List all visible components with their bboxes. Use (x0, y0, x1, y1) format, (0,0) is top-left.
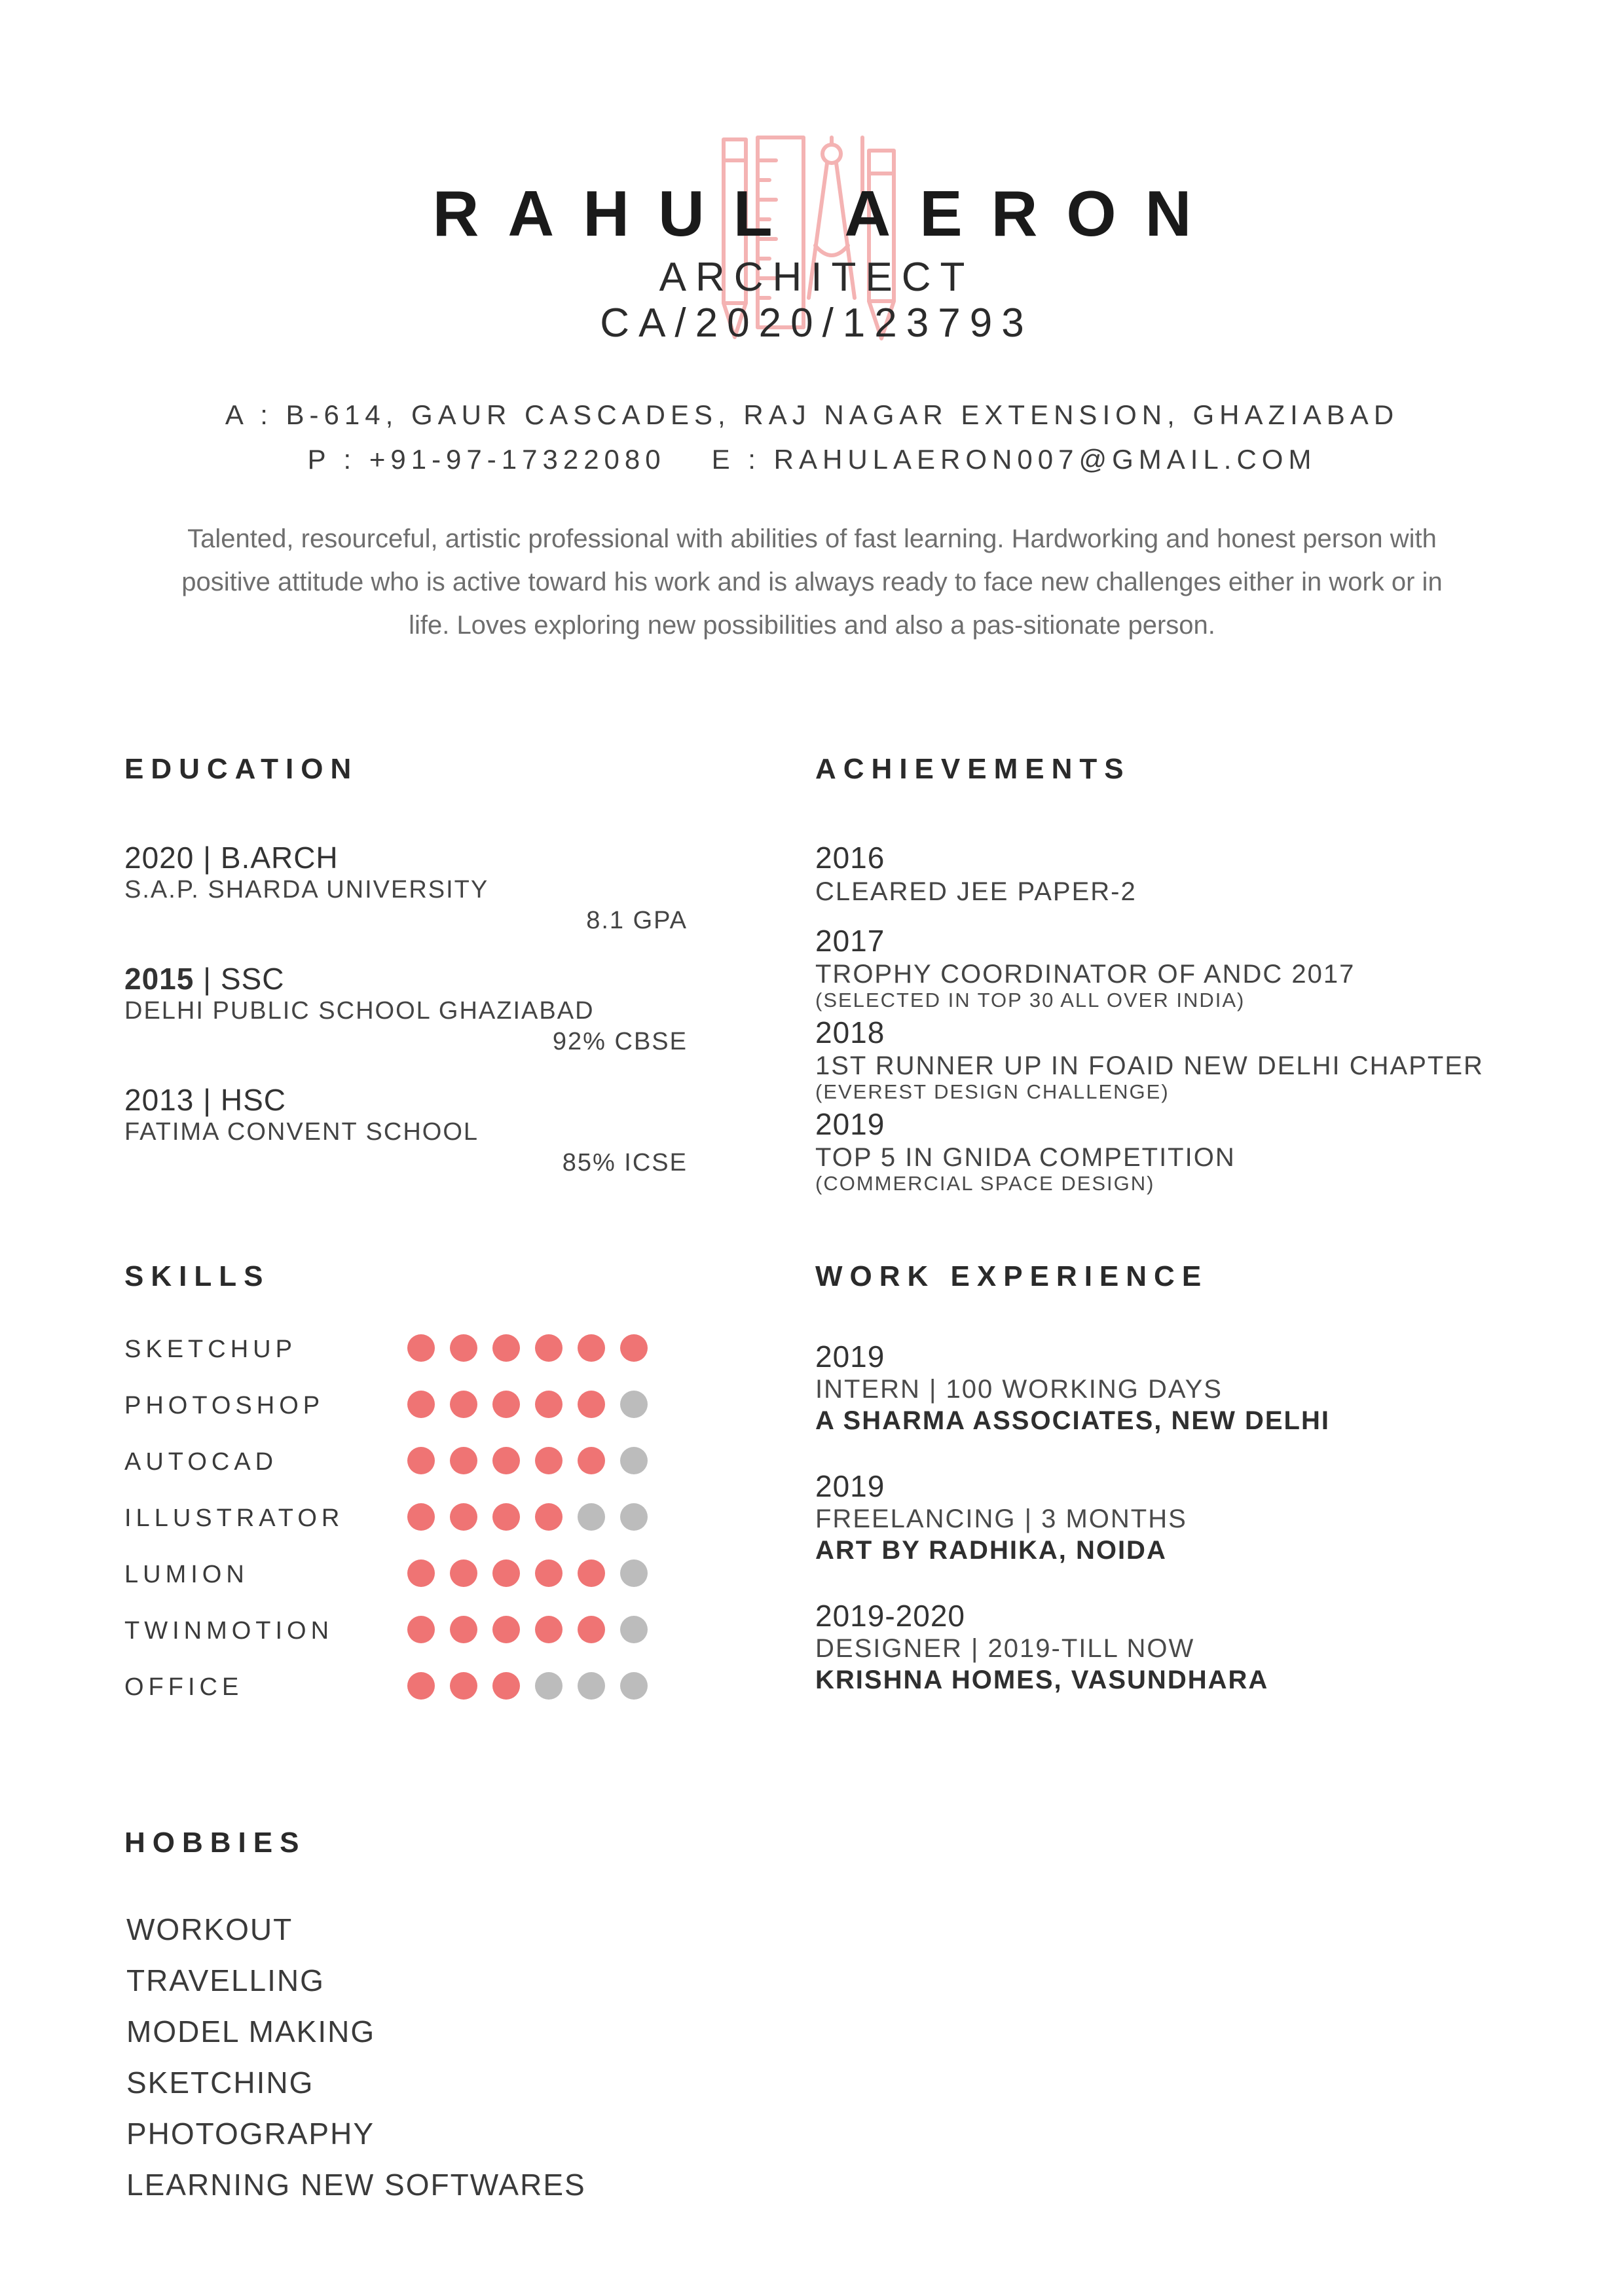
education-score: 8.1 GPA (586, 907, 688, 934)
education-degree: | HSC (194, 1083, 286, 1117)
achievement-note: (COMMERCIAL SPACE DESIGN) (815, 1172, 1155, 1195)
achievement-title: CLEARED JEE PAPER-2 (815, 877, 1137, 906)
hobby-item: PHOTOGRAPHY (126, 2117, 375, 2151)
rating-dot-filled (450, 1503, 477, 1531)
rating-dot-filled (535, 1616, 563, 1643)
rating-dot-filled (407, 1616, 435, 1643)
skill-name: AUTOCAD (124, 1448, 278, 1476)
rating-dot-filled (407, 1391, 435, 1418)
hobby-item: SKETCHING (126, 2066, 314, 2100)
rating-dot-filled (578, 1391, 605, 1418)
hobby-item: WORKOUT (126, 1912, 293, 1946)
work-year: 2019 (815, 1469, 885, 1503)
work-organization: A SHARMA ASSOCIATES, NEW DELHI (815, 1406, 1330, 1435)
education-heading: EDUCATION (124, 753, 359, 785)
education-year: 2020 (124, 841, 194, 875)
contact-address: A : B-614, GAUR CASCADES, RAJ NAGAR EXTENSION, GHAZIABAD (225, 399, 1399, 430)
rating-dot-filled (535, 1503, 563, 1531)
rating-dot-filled (450, 1391, 477, 1418)
education-school: FATIMA CONVENT SCHOOL (124, 1118, 479, 1146)
achievement-title: TROPHY COORDINATOR OF ANDC 2017 (815, 960, 1356, 989)
rating-dot-filled (450, 1672, 477, 1700)
skill-name: OFFICE (124, 1673, 244, 1701)
rating-dot-empty (535, 1672, 563, 1700)
hobby-item: MODEL MAKING (126, 2014, 376, 2049)
rating-dot-empty (578, 1503, 605, 1531)
rating-dot-filled (407, 1672, 435, 1700)
education-degree: | SSC (194, 962, 285, 996)
rating-dot-empty (620, 1616, 648, 1643)
education-score: 85% ICSE (562, 1149, 688, 1176)
rating-dot-filled (535, 1334, 563, 1362)
skills-heading: SKILLS (124, 1260, 270, 1292)
contact-phone: P : +91-97-17322080 (307, 444, 666, 475)
achievement-title: 1ST RUNNER UP IN FOAID NEW DELHI CHAPTER (815, 1051, 1484, 1080)
rating-dot-empty (620, 1672, 648, 1700)
rating-dot-filled (492, 1503, 520, 1531)
rating-dot-empty (620, 1559, 648, 1587)
achievement-year: 2018 (815, 1015, 885, 1049)
rating-dot-filled (492, 1559, 520, 1587)
work-experience-heading: WORK EXPERIENCE (815, 1260, 1209, 1292)
work-role: INTERN | 100 WORKING DAYS (815, 1375, 1223, 1404)
work-organization: KRISHNA HOMES, VASUNDHARA (815, 1666, 1269, 1694)
hobby-item: LEARNING NEW SOFTWARES (126, 2168, 586, 2202)
rating-dot-filled (578, 1559, 605, 1587)
contact-email[interactable]: E : RAHULAERON007@GMAIL.COM (711, 444, 1317, 475)
person-name: RAHUL AERON (432, 177, 1221, 249)
rating-dot-filled (450, 1616, 477, 1643)
rating-dot-filled (492, 1447, 520, 1474)
rating-dot-filled (407, 1503, 435, 1531)
rating-dot-filled (535, 1391, 563, 1418)
education-year: 2013 (124, 1083, 194, 1117)
achievements-heading: ACHIEVEMENTS (815, 753, 1131, 785)
profile-summary: Talented, resourceful, artistic professional with abilities of fast learning. Hardworking and honest person with positive attitude who is active toward his work and is always ready to face new challenges either in work or in life. Loves exploring new possibilities and also a pas-sitionate person. (181, 524, 1443, 640)
achievement-title: TOP 5 IN GNIDA COMPETITION (815, 1143, 1236, 1172)
rating-dot-filled (450, 1447, 477, 1474)
work-role: DESIGNER | 2019-TILL NOW (815, 1634, 1195, 1663)
hobbies-heading: HOBBIES (124, 1827, 306, 1859)
rating-dot-empty (620, 1391, 648, 1418)
achievement-year: 2017 (815, 924, 885, 958)
achievement-note: (EVEREST DESIGN CHALLENGE) (815, 1080, 1170, 1103)
rating-dot-filled (535, 1559, 563, 1587)
achievement-note: (SELECTED IN TOP 30 ALL OVER INDIA) (815, 989, 1246, 1011)
rating-dot-empty (578, 1672, 605, 1700)
profession-title: ARCHITECT (659, 255, 974, 300)
skill-name: LUMION (124, 1561, 249, 1588)
rating-dot-filled (578, 1616, 605, 1643)
education-school: DELHI PUBLIC SCHOOL GHAZIABAD (124, 997, 595, 1025)
skill-name: SKETCHUP (124, 1336, 297, 1363)
rating-dot-filled (492, 1672, 520, 1700)
education-score: 92% CBSE (552, 1028, 688, 1055)
skill-name: TWINMOTION (124, 1617, 334, 1645)
rating-dot-filled (492, 1616, 520, 1643)
contact-phone-email (0, 444, 1624, 475)
rating-dot-empty (620, 1503, 648, 1531)
rating-dot-filled (407, 1447, 435, 1474)
skill-name: ILLUSTRATOR (124, 1504, 344, 1532)
rating-dot-filled (492, 1334, 520, 1362)
rating-dot-filled (492, 1391, 520, 1418)
rating-dot-filled (620, 1334, 648, 1362)
achievement-year: 2019 (815, 1107, 885, 1141)
rating-dot-filled (407, 1559, 435, 1587)
education-year: 2015 (124, 962, 194, 996)
rating-dot-filled (535, 1447, 563, 1474)
education-school: S.A.P. SHARDA UNIVERSITY (124, 876, 489, 903)
registration-number: CA/2020/123793 (600, 301, 1033, 346)
work-year: 2019-2020 (815, 1599, 965, 1633)
rating-dot-filled (450, 1559, 477, 1587)
hobby-item: TRAVELLING (126, 1963, 325, 1997)
work-organization: ART BY RADHIKA, NOIDA (815, 1536, 1167, 1565)
rating-dot-filled (578, 1447, 605, 1474)
rating-dot-empty (620, 1447, 648, 1474)
work-role: FREELANCING | 3 MONTHS (815, 1504, 1187, 1533)
education-degree: | B.ARCH (194, 841, 339, 875)
skill-name: PHOTOSHOP (124, 1392, 325, 1419)
rating-dot-filled (407, 1334, 435, 1362)
rating-dot-filled (578, 1334, 605, 1362)
work-year: 2019 (815, 1339, 885, 1374)
achievement-year: 2016 (815, 841, 885, 875)
rating-dot-filled (450, 1334, 477, 1362)
